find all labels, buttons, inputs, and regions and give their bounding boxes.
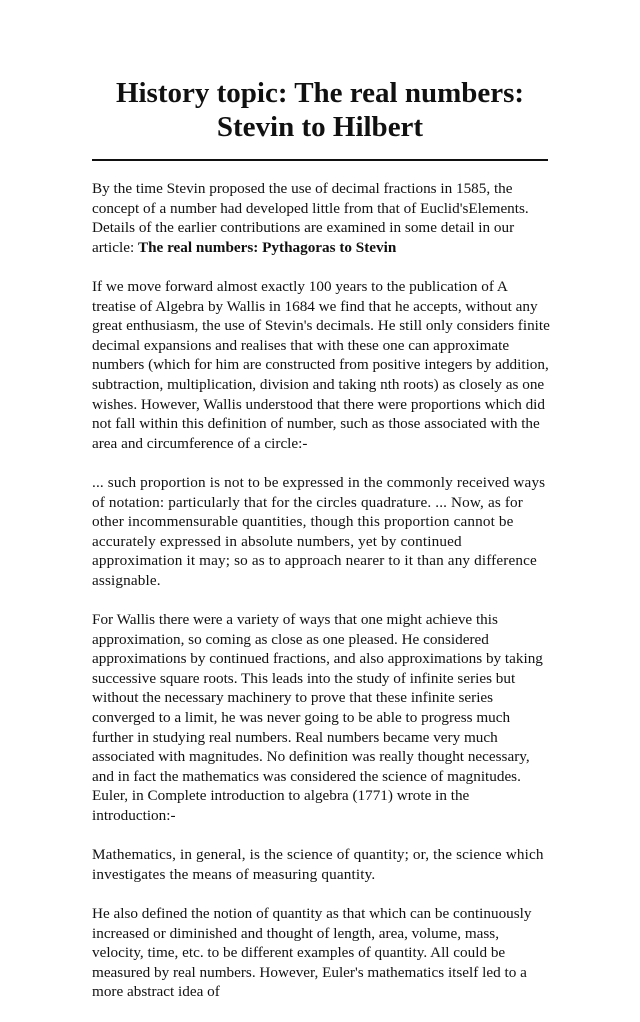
paragraph-quantity: He also defined the notion of quantity as that which can be continuously increased or diminished and thought of length, area, volume, mass, velocity, time, etc. to be different examples of quantity. All could be measured by real numbers. However, Euler's mathematics itself led to a more abstract idea of <box>92 904 532 1001</box>
paragraph-intro-text: By the time Stevin proposed the use of decimal fractions in 1585, the concept of a number had developed little from that of Euclid'sElements. Details of the earlier contributions are examined in some detail in our article: <box>92 180 529 256</box>
paragraph-approximation: For Wallis there were a variety of ways that one might achieve this approximation, so coming as close as one pleased. He considered approximations by continued fractions, and also approximations by taking successive square roots. This leads into the study of infinite series but without the necessary machinery to prove that these infinite series converged to a limit, he was never going to be able to progress much further in studying real numbers. Real numbers became very much associated with magnitudes. No definition was really thought necessary, and in fact the mathematics was considered the science of magnitudes. Euler, in Complete introduction to algebra (1771) wrote in the introduction:- <box>92 611 543 824</box>
article-body <box>92 179 550 1022</box>
article-link-pythagoras-to-stevin[interactable]: The real numbers: Pythagoras to Stevin <box>137 238 397 256</box>
quote-wallis: ... such proportion is not to be expressed in the commonly received ways of notation: particularly that for the circles quadrature. ... Now, as for other incommensurable quantities, though this proportion cannot be accurately expressed in absolute numbers, yet by continued approximation it may; so as to approach nearer to it than any difference assignable. <box>92 473 546 589</box>
page-title: History topic: The real numbers: Stevin to Hilbert <box>115 77 525 143</box>
title-divider <box>92 159 548 161</box>
paragraph-wallis: If we move forward almost exactly 100 years to the publication of A treatise of Algebra by Wallis in 1684 we find that he accepts, without any great enthusiasm, the use of Stevin's decimals. He still only considers finite decimal expansions and realises that with these one can approximate numbers (which for him are constructed from positive integers by addition, subtraction, multiplication, division and taking nth roots) as closely as one wishes. However, Wallis understood that there were proportions which did not fall within this definition of number, such as those associated with the area and circumference of a circle:- <box>92 277 550 452</box>
quote-euler: Mathematics, in general, is the science of quantity; or, the science which investigates the means of measuring quantity. <box>92 846 544 883</box>
paragraph-intro <box>92 179 550 257</box>
